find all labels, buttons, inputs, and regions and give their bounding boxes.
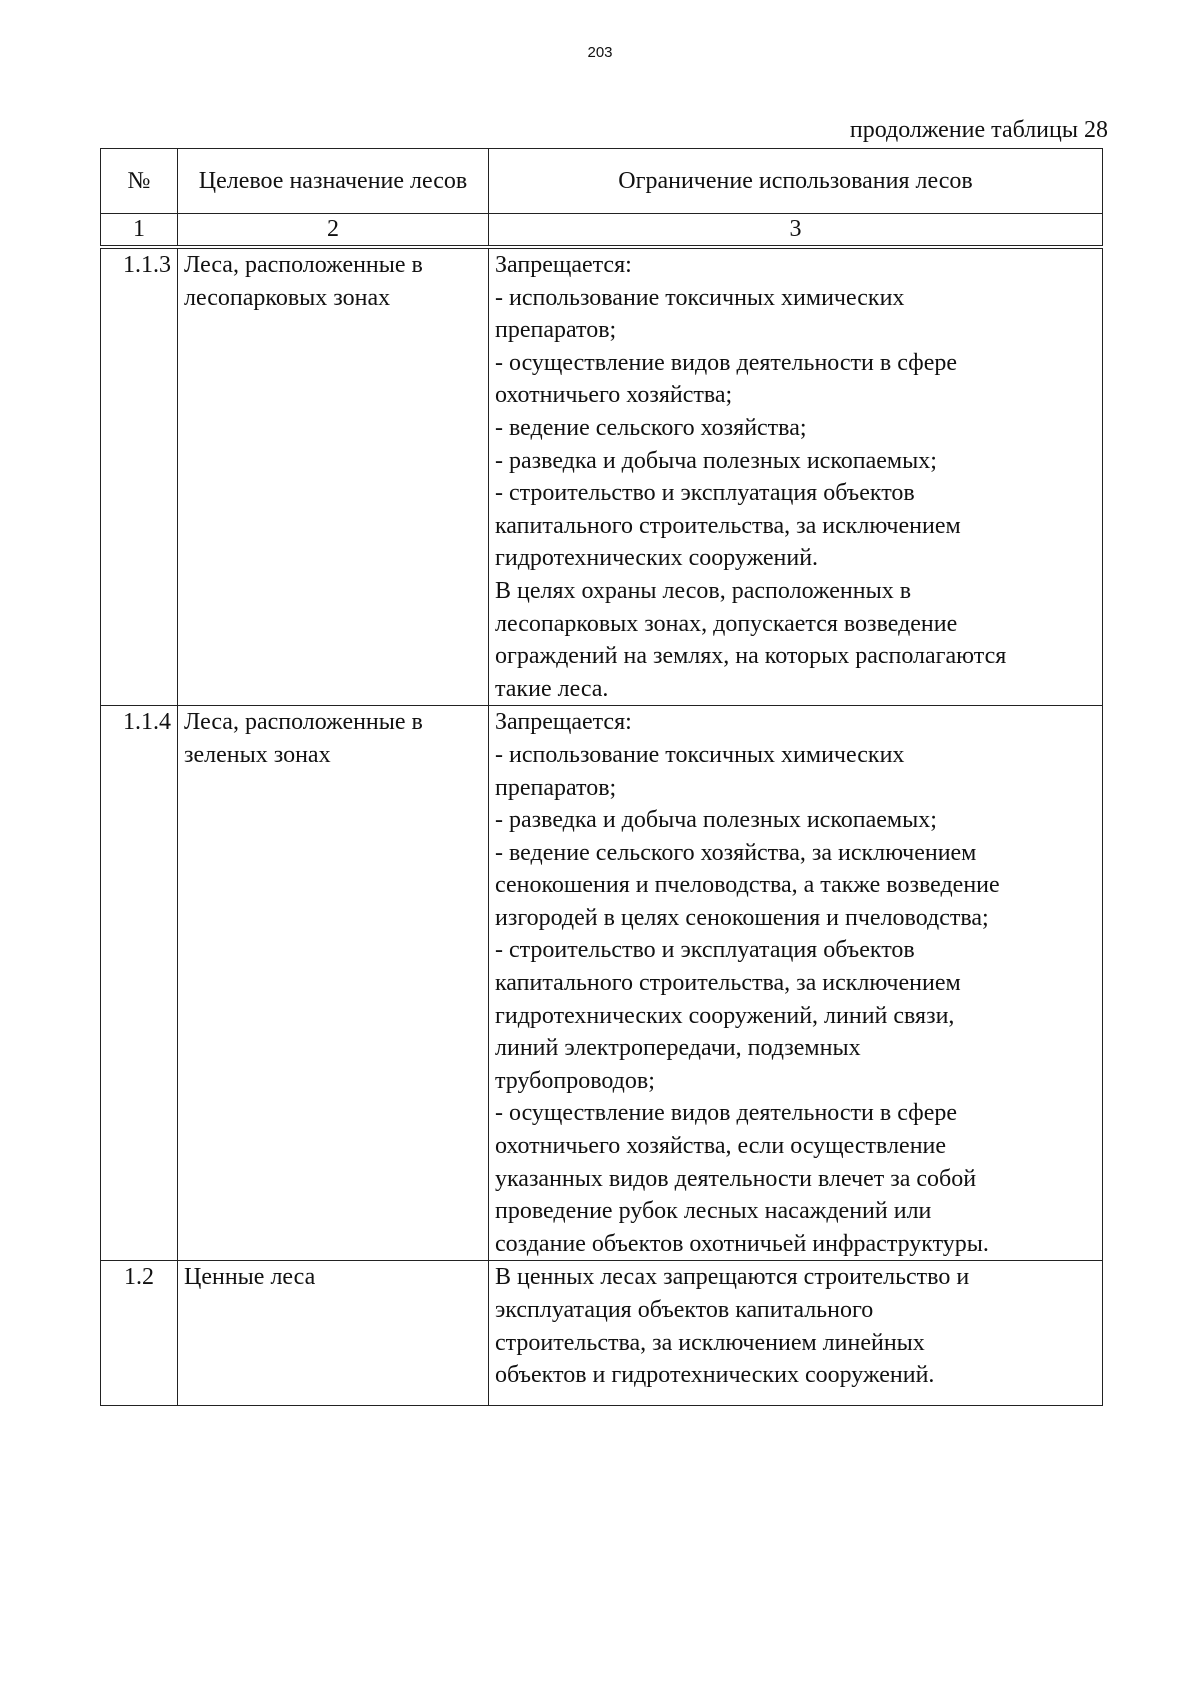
row-number: 1.1.3 (101, 247, 178, 706)
restriction-line: изгородей в целях сенокошения и пчеловодства; (495, 904, 989, 931)
restriction-line: указанных видов деятельности влечет за собой (495, 1165, 977, 1192)
restriction-line: линий электропередачи, подземных (495, 1035, 861, 1062)
restriction-line: создание объектов охотничьей инфраструктуры. (495, 1230, 989, 1257)
restriction-line: объектов и гидротехнических сооружений. (495, 1362, 935, 1389)
restriction-line: ограждений на землях, на которых располагаются (495, 643, 1007, 670)
header-purpose: Целевое назначение лесов (178, 149, 489, 214)
restriction-line: - разведка и добыча полезных ископаемых; (495, 807, 937, 834)
row-purpose: Леса, расположенные в зеленых зонах (178, 706, 489, 1261)
row-purpose: Ценные леса (178, 1261, 489, 1406)
header-restriction: Ограничение использования лесов (489, 149, 1103, 214)
row-number: 1.2 (101, 1261, 178, 1406)
restriction-line: гидротехнических сооружений. (495, 545, 819, 572)
restriction-line: препаратов; (495, 774, 617, 801)
restriction-line: капитального строительства, за исключением (495, 512, 961, 539)
forest-restrictions-table (100, 148, 1103, 1406)
table-row (101, 1261, 1103, 1406)
row-restriction (489, 1261, 1103, 1406)
row-purpose: Леса, расположенные в лесопарковых зонах (178, 247, 489, 706)
row-restriction (489, 706, 1103, 1261)
column-number: 1 (101, 214, 178, 248)
table-row (101, 247, 1103, 706)
restriction-line: - строительство и эксплуатация объектов (495, 937, 915, 964)
row-restriction (489, 247, 1103, 706)
restriction-line: Запрещается: (495, 252, 632, 278)
table-row (101, 706, 1103, 1261)
restriction-line: В ценных лесах запрещаются строительство и (495, 1264, 970, 1291)
restriction-line: трубопроводов; (495, 1067, 655, 1094)
table-header-row (101, 149, 1103, 214)
restriction-line: - использование токсичных химических (495, 741, 905, 768)
page-number: 203 (587, 44, 613, 61)
restriction-line: - разведка и добыча полезных ископаемых; (495, 447, 937, 474)
restriction-line: лесопарковых зонах, допускается возведение (495, 610, 958, 637)
header-number: № (101, 149, 178, 214)
restriction-line: проведение рубок лесных насаждений или (495, 1198, 932, 1225)
column-number: 2 (178, 214, 489, 248)
restriction-line: эксплуатация объектов капитального (495, 1297, 874, 1323)
table-caption: продолжение таблицы 28 (849, 117, 1108, 143)
restriction-line: капитального строительства, за исключением (495, 970, 961, 997)
restriction-line: такие леса. (495, 675, 609, 702)
column-number-row (101, 214, 1103, 248)
restriction-line: - осуществление видов деятельности в сфере (495, 349, 958, 376)
row-number: 1.1.4 (101, 706, 178, 1261)
restriction-line: охотничьего хозяйства, если осуществление (495, 1133, 947, 1160)
restriction-line: препаратов; (495, 317, 617, 344)
restriction-line: В целях охраны лесов, расположенных в (495, 577, 912, 604)
restriction-line: Запрещается: (495, 709, 632, 736)
restriction-line: - ведение сельского хозяйства; (495, 414, 807, 441)
restriction-line: - осуществление видов деятельности в сфере (495, 1100, 958, 1127)
column-number: 3 (489, 214, 1103, 248)
restriction-line: - ведение сельского хозяйства, за исключением (495, 839, 977, 866)
restriction-line: - строительство и эксплуатация объектов (495, 480, 915, 507)
restriction-line: гидротехнических сооружений, линий связи, (495, 1002, 955, 1029)
restriction-line: охотничьего хозяйства; (495, 382, 733, 409)
restriction-line: сенокошения и пчеловодства, а также возведение (495, 872, 1000, 899)
restriction-line: - использование токсичных химических (495, 284, 905, 311)
restriction-line: строительства, за исключением линейных (495, 1329, 925, 1356)
